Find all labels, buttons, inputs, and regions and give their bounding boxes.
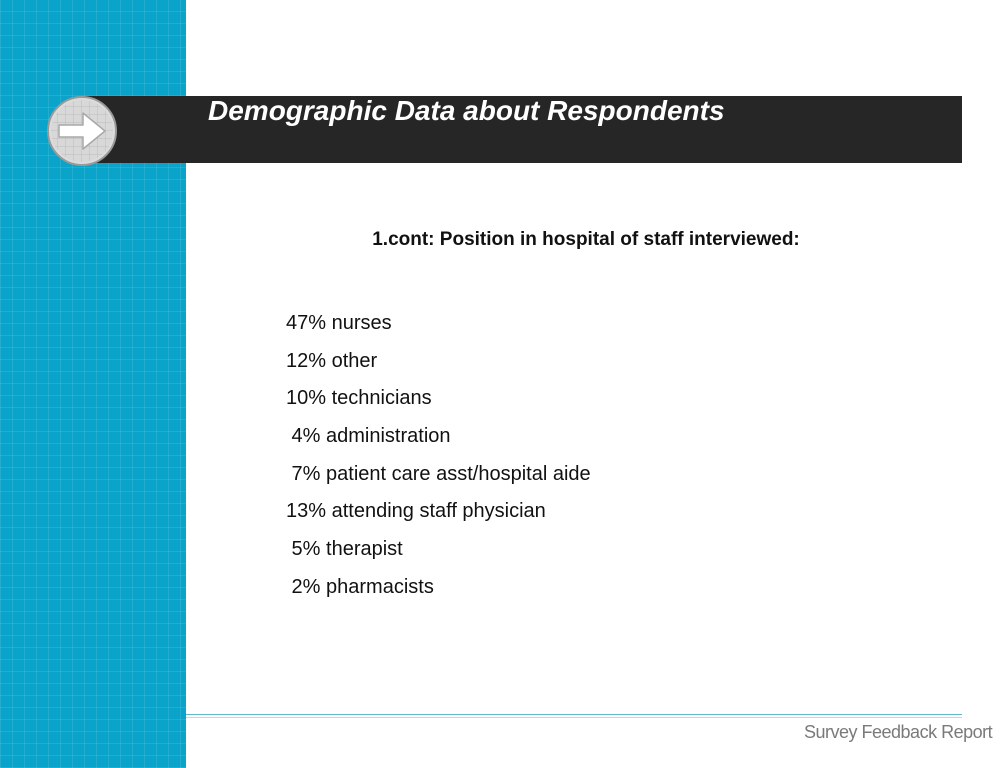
list-item: 10% technicians (286, 387, 432, 410)
slide-title: Demographic Data about Respondents (208, 95, 725, 126)
list-item: 13% attending staff physician (286, 500, 546, 523)
list-item: 12% other (286, 349, 378, 372)
footer-divider (186, 714, 962, 715)
list-item: 47% nurses (286, 312, 392, 334)
list-item: 5% therapist (286, 538, 403, 561)
footer-divider-secondary (186, 717, 962, 718)
position-list (286, 310, 591, 612)
footer-label: Survey Feedback Report (804, 722, 993, 742)
arrow-right-icon (47, 96, 117, 166)
list-item: 2% pharmacists (286, 575, 434, 598)
list-item: 4% administration (286, 425, 451, 448)
list-item: 7% patient care asst/hospital aide (286, 462, 591, 485)
slide-subtitle: 1.cont: Position in hospital of staff interviewed: (372, 229, 800, 250)
